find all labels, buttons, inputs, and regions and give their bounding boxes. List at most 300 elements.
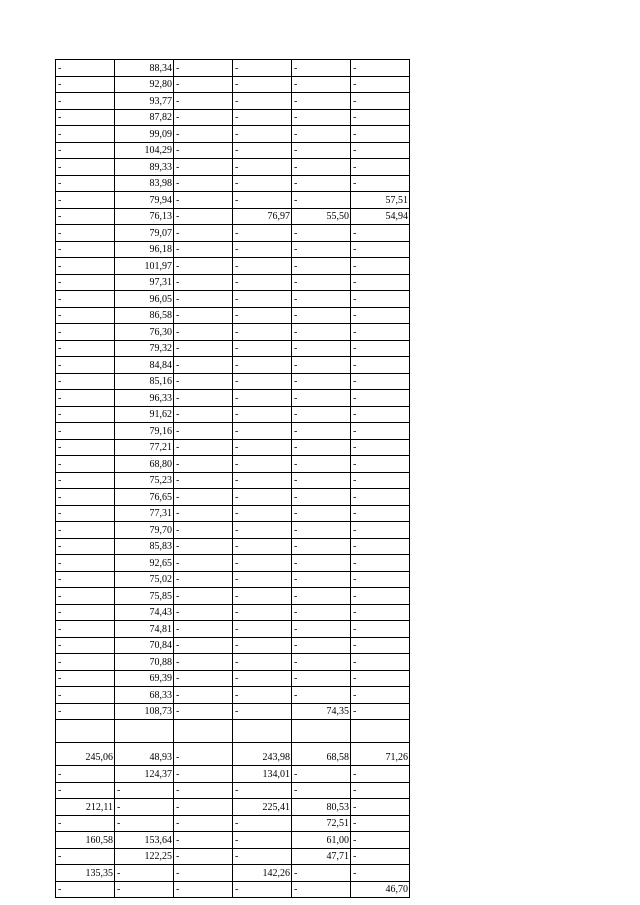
table-row [56, 109, 410, 126]
table-cell [292, 720, 351, 743]
table-cell: - [292, 637, 351, 654]
table-cell: - [292, 390, 351, 407]
table-cell: - [351, 60, 410, 77]
table-cell: 76,13 [115, 208, 174, 225]
table-cell: - [56, 670, 115, 687]
table-cell: - [56, 555, 115, 572]
table-row [56, 225, 410, 242]
table-row [56, 472, 410, 489]
table-cell: - [351, 815, 410, 832]
table-row [56, 406, 410, 423]
table-cell: 76,65 [115, 489, 174, 506]
table-row [56, 588, 410, 605]
table-cell: - [56, 621, 115, 638]
table-cell: - [292, 766, 351, 783]
table-cell: - [115, 815, 174, 832]
table-cell: - [174, 505, 233, 522]
table-cell: - [292, 782, 351, 799]
table-cell: - [292, 274, 351, 291]
table-cell: 92,65 [115, 555, 174, 572]
table-cell: 74,43 [115, 604, 174, 621]
table-cell: - [56, 782, 115, 799]
table-cell: - [233, 472, 292, 489]
table-cell: 93,77 [115, 93, 174, 110]
table-cell: - [56, 687, 115, 704]
table-cell: - [56, 241, 115, 258]
table-cell: - [351, 799, 410, 816]
table-cell: 243,98 [233, 743, 292, 766]
table-cell: - [351, 241, 410, 258]
table-cell: - [56, 637, 115, 654]
table-cell [174, 720, 233, 743]
table-cell: - [292, 406, 351, 423]
table-cell: 61,00 [292, 832, 351, 849]
table-cell: - [292, 423, 351, 440]
table-row [56, 93, 410, 110]
table-cell: - [233, 687, 292, 704]
table-cell: - [233, 654, 292, 671]
table-cell: - [174, 456, 233, 473]
table-cell: 79,32 [115, 340, 174, 357]
table-cell: - [292, 192, 351, 209]
table-cell: - [233, 881, 292, 898]
table-row [56, 439, 410, 456]
table-cell: 46,70 [351, 881, 410, 898]
table-cell: - [292, 241, 351, 258]
table-cell: - [56, 373, 115, 390]
table-cell: - [56, 225, 115, 242]
table-cell: 104,29 [115, 142, 174, 159]
table-cell: - [351, 687, 410, 704]
table-row [56, 489, 410, 506]
table-row [56, 815, 410, 832]
table-cell: - [174, 538, 233, 555]
table-row [56, 241, 410, 258]
table-cell: 69,39 [115, 670, 174, 687]
table-cell: - [351, 373, 410, 390]
table-cell: - [292, 142, 351, 159]
table-cell: - [174, 588, 233, 605]
table-cell: 72,51 [292, 815, 351, 832]
table-cell: - [233, 357, 292, 374]
table-cell: - [174, 782, 233, 799]
table-cell: - [174, 604, 233, 621]
table-row [56, 654, 410, 671]
table-cell: - [174, 126, 233, 143]
table-cell: - [233, 307, 292, 324]
table-cell: 57,51 [351, 192, 410, 209]
table-cell: 68,80 [115, 456, 174, 473]
table-cell: - [292, 225, 351, 242]
table-row [56, 670, 410, 687]
table-cell: - [174, 274, 233, 291]
table-cell: - [174, 192, 233, 209]
table-cell: - [174, 175, 233, 192]
table-cell: - [233, 832, 292, 849]
table-cell: - [233, 175, 292, 192]
table-cell: - [56, 472, 115, 489]
table-cell: - [56, 192, 115, 209]
table-row [56, 782, 410, 799]
table-cell: - [351, 832, 410, 849]
table-row [56, 307, 410, 324]
table-cell: - [115, 799, 174, 816]
table-cell: - [351, 324, 410, 341]
table-cell: 86,58 [115, 307, 174, 324]
table-row [56, 865, 410, 882]
table-row [56, 373, 410, 390]
table-row [56, 142, 410, 159]
table-cell: - [56, 60, 115, 77]
table-cell: - [292, 654, 351, 671]
table-cell: - [292, 456, 351, 473]
table-cell: - [56, 406, 115, 423]
table-cell: - [174, 241, 233, 258]
table-cell: - [292, 373, 351, 390]
table-cell: - [233, 126, 292, 143]
table-row [56, 324, 410, 341]
table-cell: 225,41 [233, 799, 292, 816]
table-cell: - [233, 604, 292, 621]
table-cell: - [292, 324, 351, 341]
table-cell: - [56, 703, 115, 720]
table-cell: - [233, 241, 292, 258]
table-cell: - [174, 555, 233, 572]
table-cell: - [115, 881, 174, 898]
table-cell: - [292, 555, 351, 572]
table-cell: - [174, 654, 233, 671]
table-cell: - [174, 76, 233, 93]
table-cell: - [351, 555, 410, 572]
table-cell: - [351, 274, 410, 291]
table-cell: - [292, 687, 351, 704]
table-cell: - [56, 848, 115, 865]
table-cell: - [351, 604, 410, 621]
table-cell: 142,26 [233, 865, 292, 882]
table-cell: 55,50 [292, 208, 351, 225]
table-cell: - [233, 423, 292, 440]
table-row [56, 720, 410, 743]
table-cell: - [233, 340, 292, 357]
table-cell: 96,33 [115, 390, 174, 407]
table-cell: - [292, 109, 351, 126]
table-row [56, 159, 410, 176]
table-cell: - [351, 126, 410, 143]
table-cell: - [351, 472, 410, 489]
table-cell: - [56, 208, 115, 225]
table-cell: - [56, 654, 115, 671]
table-cell: 134,01 [233, 766, 292, 783]
table-cell: - [56, 258, 115, 275]
table-cell: - [233, 142, 292, 159]
table-cell: - [292, 159, 351, 176]
table-cell: - [351, 307, 410, 324]
table-cell: - [351, 571, 410, 588]
table-cell: - [292, 621, 351, 638]
table-row [56, 571, 410, 588]
table-row [56, 637, 410, 654]
table-cell: - [351, 340, 410, 357]
table-row [56, 126, 410, 143]
table-cell: 54,94 [351, 208, 410, 225]
table-cell: 153,64 [115, 832, 174, 849]
table-cell: - [292, 307, 351, 324]
table-cell: - [233, 93, 292, 110]
table-cell: - [351, 357, 410, 374]
table-cell: - [56, 538, 115, 555]
table-cell: - [351, 175, 410, 192]
table-cell: - [174, 472, 233, 489]
table-cell: - [292, 865, 351, 882]
table-cell: 79,07 [115, 225, 174, 242]
table-cell: - [351, 766, 410, 783]
table-cell: - [56, 307, 115, 324]
table-row [56, 555, 410, 572]
table-row [56, 604, 410, 621]
table-cell: - [233, 439, 292, 456]
table-cell: - [56, 76, 115, 93]
table-cell: 75,02 [115, 571, 174, 588]
table-cell: - [292, 472, 351, 489]
table-cell: - [351, 782, 410, 799]
table-cell: 68,58 [292, 743, 351, 766]
table-cell: - [233, 373, 292, 390]
table-cell: - [292, 76, 351, 93]
table-cell: - [233, 815, 292, 832]
table-cell: - [292, 357, 351, 374]
table-cell: - [174, 815, 233, 832]
table-cell: - [56, 456, 115, 473]
table-cell: 68,33 [115, 687, 174, 704]
data-table [55, 59, 410, 898]
table-cell: - [56, 291, 115, 308]
table-row [56, 799, 410, 816]
table-cell: - [292, 670, 351, 687]
table-cell: 77,31 [115, 505, 174, 522]
table-cell: - [292, 588, 351, 605]
table-cell: - [351, 654, 410, 671]
table-cell: - [56, 881, 115, 898]
table-cell: 97,31 [115, 274, 174, 291]
table-cell: - [351, 456, 410, 473]
table-cell: - [56, 423, 115, 440]
table-cell: - [351, 522, 410, 539]
table-cell: - [174, 291, 233, 308]
table-row [56, 423, 410, 440]
table-cell: 92,80 [115, 76, 174, 93]
table-cell: - [174, 340, 233, 357]
table-cell: - [233, 406, 292, 423]
table-cell: - [292, 126, 351, 143]
table-cell: - [174, 571, 233, 588]
table-cell: - [233, 192, 292, 209]
table-cell: - [292, 538, 351, 555]
table-cell: - [56, 357, 115, 374]
table-cell: - [56, 439, 115, 456]
table-cell: - [174, 357, 233, 374]
table-cell: 160,58 [56, 832, 115, 849]
table-cell: - [56, 505, 115, 522]
table-cell: 245,06 [56, 743, 115, 766]
table-cell: - [56, 390, 115, 407]
table-cell: - [233, 390, 292, 407]
table-row [56, 390, 410, 407]
table-cell: - [56, 109, 115, 126]
table-cell: - [233, 505, 292, 522]
table-cell: - [174, 799, 233, 816]
table-cell: - [233, 621, 292, 638]
table-cell: - [174, 159, 233, 176]
table-cell: - [233, 60, 292, 77]
table-cell: - [233, 782, 292, 799]
table-cell: 89,33 [115, 159, 174, 176]
table-row [56, 703, 410, 720]
table-cell: 135,35 [56, 865, 115, 882]
table-cell: - [351, 291, 410, 308]
table-cell: - [351, 637, 410, 654]
table-cell: - [351, 159, 410, 176]
table-cell: - [174, 60, 233, 77]
table-cell: - [56, 522, 115, 539]
table-cell: 71,26 [351, 743, 410, 766]
table-cell: - [351, 505, 410, 522]
table-cell: - [174, 258, 233, 275]
table-cell: 96,18 [115, 241, 174, 258]
table-row [56, 340, 410, 357]
table-cell: - [174, 743, 233, 766]
table-row [56, 456, 410, 473]
table-cell: - [233, 703, 292, 720]
table-cell: - [233, 538, 292, 555]
table-cell: 70,84 [115, 637, 174, 654]
table-cell: 96,05 [115, 291, 174, 308]
table-row [56, 274, 410, 291]
table-cell: - [351, 848, 410, 865]
table-cell: - [351, 489, 410, 506]
table-row [56, 60, 410, 77]
table-cell: - [351, 439, 410, 456]
table-row [56, 538, 410, 555]
table-cell: - [292, 340, 351, 357]
table-cell: - [233, 555, 292, 572]
table-cell: 70,88 [115, 654, 174, 671]
table-cell: - [351, 93, 410, 110]
table-cell: 88,34 [115, 60, 174, 77]
table-cell: 76,97 [233, 208, 292, 225]
table-cell: - [56, 324, 115, 341]
table-cell: - [233, 258, 292, 275]
table-cell: - [351, 621, 410, 638]
table-cell: - [174, 109, 233, 126]
table-cell [56, 720, 115, 743]
table-cell: - [174, 390, 233, 407]
table-cell: 83,98 [115, 175, 174, 192]
table-row [56, 621, 410, 638]
table-row [56, 76, 410, 93]
table-cell: - [351, 670, 410, 687]
table-cell: - [174, 865, 233, 882]
table-row [56, 175, 410, 192]
table-cell: - [56, 815, 115, 832]
table-cell: 85,16 [115, 373, 174, 390]
table-cell: 74,81 [115, 621, 174, 638]
table-cell: - [174, 423, 233, 440]
table-cell: - [233, 324, 292, 341]
table-cell: - [174, 406, 233, 423]
table-cell: - [351, 390, 410, 407]
table-cell: - [56, 175, 115, 192]
table-cell: - [233, 456, 292, 473]
table-cell: 77,21 [115, 439, 174, 456]
table-cell: - [233, 522, 292, 539]
table-cell: - [174, 621, 233, 638]
table-cell: - [174, 439, 233, 456]
table-cell: - [351, 109, 410, 126]
table-cell: - [174, 373, 233, 390]
table-cell: 99,09 [115, 126, 174, 143]
table-cell: - [174, 766, 233, 783]
table-cell: 74,35 [292, 703, 351, 720]
table-cell: - [233, 670, 292, 687]
table-cell: - [292, 505, 351, 522]
table-row [56, 832, 410, 849]
table-cell: - [233, 159, 292, 176]
table-cell: 122,25 [115, 848, 174, 865]
table-cell: 101,97 [115, 258, 174, 275]
table-row [56, 357, 410, 374]
table-cell: - [174, 225, 233, 242]
table-cell: 84,84 [115, 357, 174, 374]
table-cell: - [233, 489, 292, 506]
table-cell: - [115, 782, 174, 799]
table-cell: 91,62 [115, 406, 174, 423]
table-cell: - [56, 340, 115, 357]
table-cell: - [292, 604, 351, 621]
table-cell: - [351, 142, 410, 159]
table-row [56, 505, 410, 522]
table-cell: 80,53 [292, 799, 351, 816]
table-cell: 87,82 [115, 109, 174, 126]
table-cell: 85,83 [115, 538, 174, 555]
table-cell: - [351, 703, 410, 720]
table-cell: - [174, 489, 233, 506]
table-row [56, 522, 410, 539]
table-cell: - [174, 307, 233, 324]
table-cell: 79,70 [115, 522, 174, 539]
table-cell: - [233, 274, 292, 291]
table-cell: - [233, 109, 292, 126]
table-cell: - [174, 522, 233, 539]
table-cell [233, 720, 292, 743]
table-cell: - [292, 522, 351, 539]
table-cell: - [233, 848, 292, 865]
table-cell: - [56, 126, 115, 143]
table-cell: - [292, 489, 351, 506]
table-cell: - [174, 703, 233, 720]
table-cell: - [351, 225, 410, 242]
table-cell: - [174, 93, 233, 110]
table-cell: 79,94 [115, 192, 174, 209]
table-cell: - [292, 291, 351, 308]
table-cell: - [56, 159, 115, 176]
table-cell: - [56, 588, 115, 605]
table-cell: - [233, 571, 292, 588]
table-cell: - [351, 258, 410, 275]
table-cell: - [233, 588, 292, 605]
table-cell: - [233, 76, 292, 93]
table-cell: - [56, 604, 115, 621]
table-cell: - [292, 175, 351, 192]
